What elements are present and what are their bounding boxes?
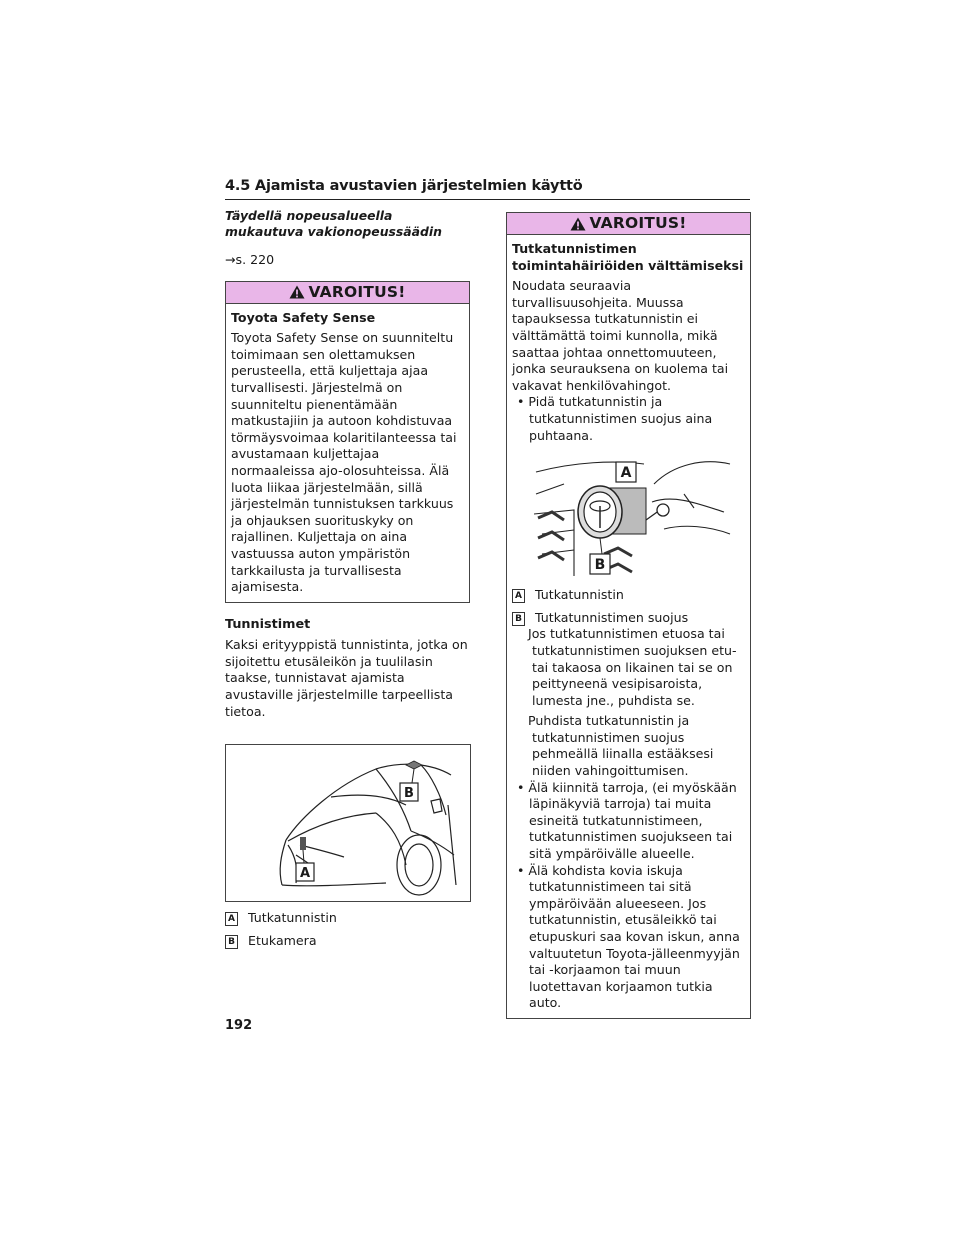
legend-key-a: A — [225, 912, 238, 926]
car-illustration — [226, 745, 470, 901]
radar-figure — [534, 454, 734, 579]
legend-item-a — [512, 587, 745, 604]
legend-key-b: B — [512, 612, 525, 626]
bullet-keep-clean: • Pidä tutkatunnistin ja tutkatunnistimen suojus aina puhtaana. — [517, 394, 713, 443]
car-sensor-figure — [225, 744, 471, 902]
bullet-no-impacts: • Älä kohdista kovia iskuja tutkatunnistimeen tai sitä ympäröivään alueeseen. Jos tutkatunnistin, etusäleikkö tai etupuskuri saa kovan iskun, anna valtuutetun Toyota-jälleenmyyjän tai -korjaamon tai muun luotettavan korjaamon tutkia auto. — [517, 862, 740, 1011]
warning-intro: Noudata seuraavia turvallisuusohjeita. Muussa tapauksessa tutkatunnistin ei välttämättä toimi kunnolla, mikä saattaa johtaa onnettomuuteen, jonka seurauksena on kuolema tai vakavat henkilövahingot. — [512, 278, 729, 393]
legend-text-b: Tutkatunnistimen suojus — [535, 609, 689, 625]
warning-box-safety-sense — [225, 281, 470, 603]
page-reference-link[interactable]: →s. 220 — [225, 252, 275, 267]
warning-header-label: VAROITUS! — [308, 282, 406, 301]
legend-key-a: A — [512, 589, 525, 603]
sub-clean-note: Jos tutkatunnistimen etuosa tai tutkatunnistimen suojuksen etu- tai takaosa on likainen tai se on peittyneenä vesipisaroista, lumesta jne., puhdista se. — [528, 626, 737, 708]
callout-b: B — [404, 786, 414, 802]
sensors-heading: Tunnistimet — [225, 616, 311, 632]
bullet-no-stickers: • Älä kiinnitä tarroja, (ei myöskään läpinäkyviä tarroja) tai muita esineitä tutkatunnistimeen, tutkatunnistimen suojukseen tai sitä ympäröivälle alueelle. — [517, 779, 737, 862]
warning-header — [507, 213, 750, 235]
legend-key-b: B — [225, 935, 238, 949]
warning-header-label: VAROITUS! — [589, 214, 687, 233]
cruise-control-title: Täydellä nopeusalueella mukautuva vakionopeussäädin — [225, 208, 442, 239]
callout-a: A — [299, 866, 311, 882]
warning-title: Tutkatunnistimen toimintahäiriöiden välttämiseksi — [512, 241, 744, 273]
warning-triangle-icon — [570, 217, 586, 231]
warning-triangle-icon — [289, 285, 305, 299]
section-header: 4.5 Ajamista avustavien järjestelmien käyttö — [225, 178, 750, 200]
legend-text-a: Tutkatunnistin — [535, 587, 624, 603]
warning-header — [226, 282, 469, 304]
legend-text-b: Etukamera — [248, 932, 317, 948]
left-column — [225, 208, 470, 949]
callout-b: B — [594, 557, 606, 574]
radar-illustration — [534, 454, 734, 579]
legend-item-b — [512, 610, 745, 627]
warning-text: Toyota Safety Sense on suunniteltu toimimaan sen olettamuksen perusteella, että kuljettaja ajaa turvallisesti. Järjestelmä on suunniteltu pienentämään matkustajiin ja autoon kohdistuvaa törmäysvoimaa kolaritilanteessa tai avustamaan kuljettajaa normaaleissa ajo-olosuhteissa. Älä luota liikaa järjestelmään, sillä järjestelmän tunnistuksen tarkkuus ja ohjauksen suorituskyky on rajallinen. Kuljettaja on aina vastuussa auton ympäristön tarkkailusta ja turvallisesta ajamisesta. — [231, 330, 457, 595]
callout-a: A — [620, 465, 632, 482]
warning-box-radar — [506, 212, 751, 1019]
legend-item-b — [225, 933, 470, 950]
warning-body — [507, 235, 750, 1018]
legend-item-a — [225, 910, 470, 927]
right-column — [506, 212, 751, 1019]
sensors-text: Kaksi erityyppistä tunnistinta, jotka on sijoitettu etusäleikön ja tuulilasin taakse, tunnistavat ajamista avustaville järjestelmille tarpeellista tietoa. — [225, 637, 468, 719]
sub-cloth-note: Puhdista tutkatunnistin ja tutkatunnistimen suojus pehmeällä liinalla estääksesi niiden vahingoittumisen. — [528, 713, 714, 779]
warning-title: Toyota Safety Sense — [231, 309, 376, 325]
legend-text-a: Tutkatunnistin — [248, 910, 337, 926]
page-number: 192 — [225, 1018, 253, 1033]
warning-body — [226, 304, 469, 602]
